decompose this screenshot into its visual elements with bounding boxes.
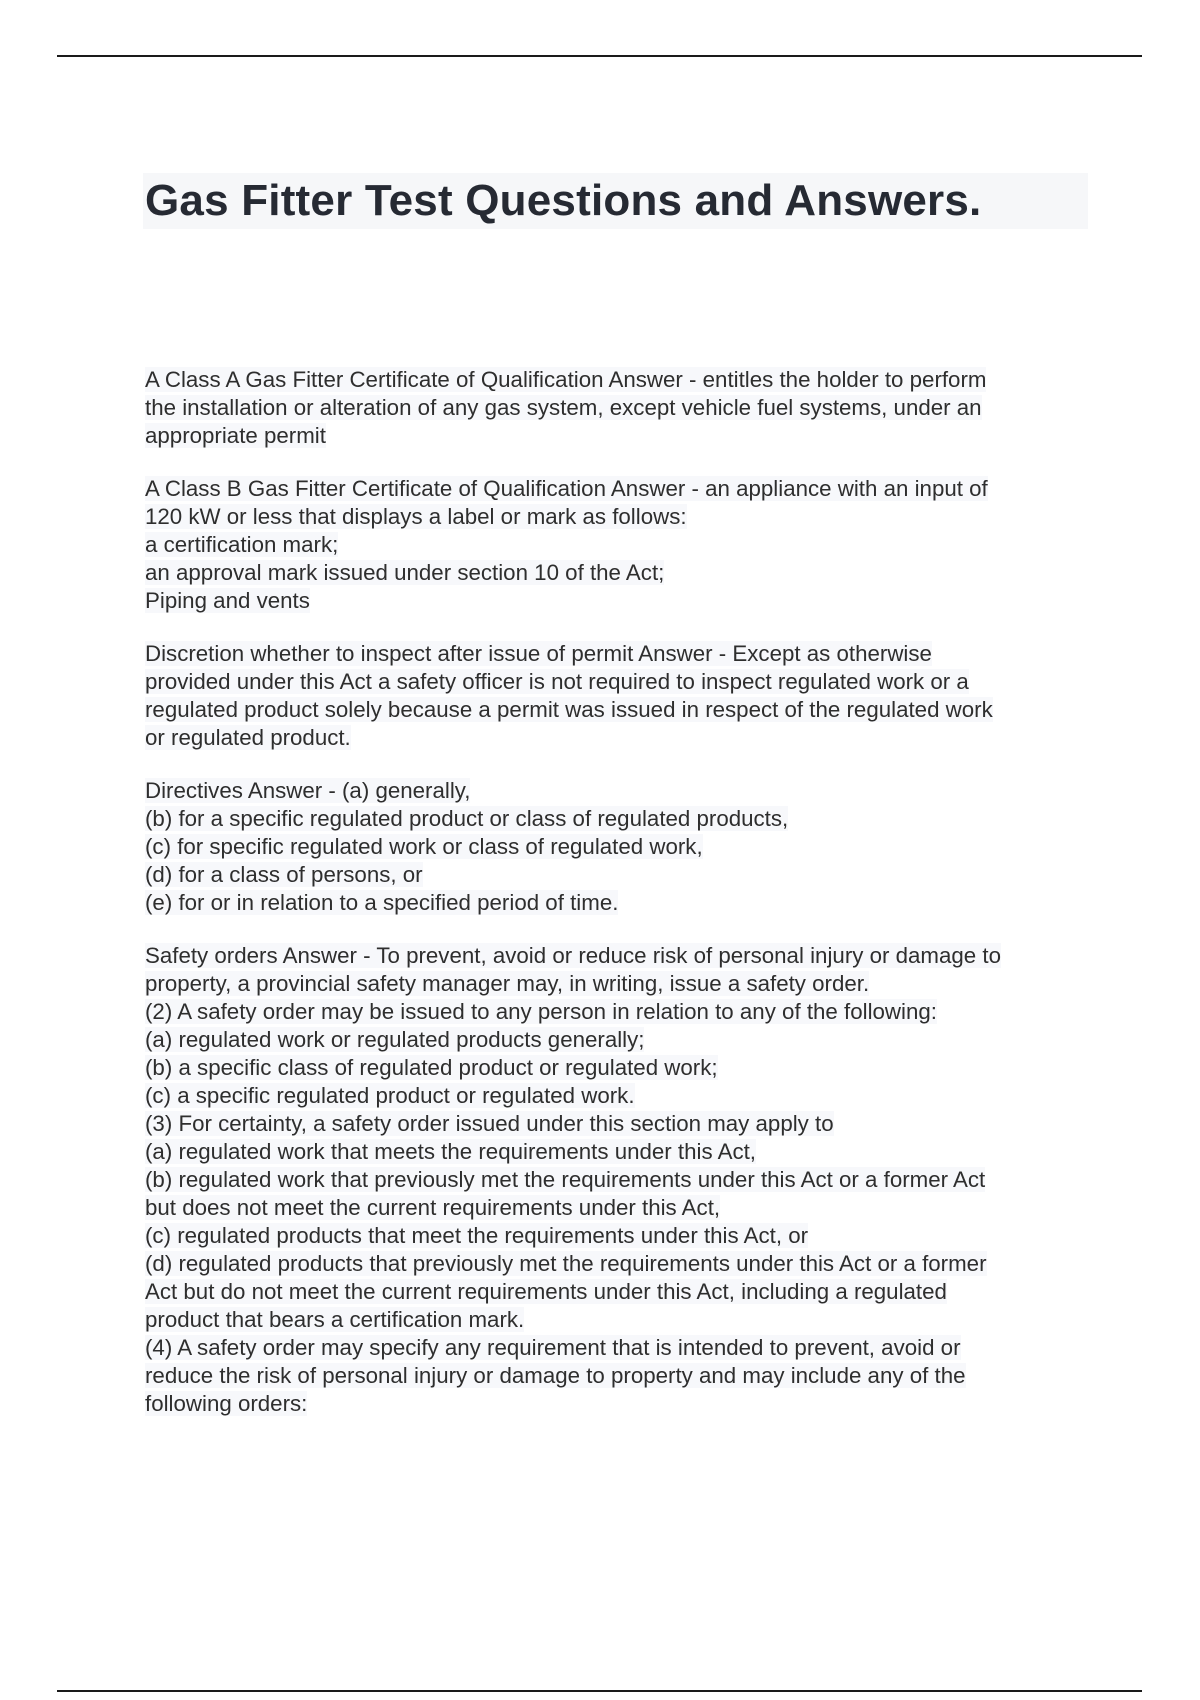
qa-line: reduce the risk of personal injury or damage to property and may include any of the [145,1363,966,1388]
qa-line: (3) For certainty, a safety order issued under this section may apply to [145,1111,834,1136]
qa-line: the installation or alteration of any gas system, except vehicle fuel systems, under an [145,395,982,420]
qa-line: (b) regulated work that previously met the requirements under this Act or a former Act [145,1167,986,1192]
qa-line: appropriate permit [145,423,326,448]
qa-line: property, a provincial safety manager may, in writing, issue a safety order. [145,971,870,996]
qa-line: (2) A safety order may be issued to any person in relation to any of the following: [145,999,937,1024]
qa-line: (b) a specific class of regulated product or regulated work; [145,1055,718,1080]
qa-line: (c) for specific regulated work or class of regulated work, [145,834,703,859]
qa-line: Discretion whether to inspect after issue of permit Answer - Except as otherwise [145,641,932,666]
qa-item-safety-orders [145,942,1095,1418]
qa-line: (4) A safety order may specify any requirement that is intended to prevent, avoid or [145,1335,961,1360]
qa-line: (c) regulated products that meet the requirements under this Act, or [145,1223,809,1248]
qa-line: (d) regulated products that previously met the requirements under this Act or a former [145,1251,987,1276]
qa-list [145,366,1095,1443]
qa-line: Directives Answer - (a) generally, [145,778,471,803]
qa-line: (a) regulated work or regulated products generally; [145,1027,645,1052]
qa-line: following orders: [145,1391,308,1416]
qa-line: (a) regulated work that meets the requirements under this Act, [145,1139,756,1164]
qa-line: (d) for a class of persons, or [145,862,423,887]
qa-line: (c) a specific regulated product or regulated work. [145,1083,635,1108]
qa-line: or regulated product. [145,725,351,750]
page-title: Gas Fitter Test Questions and Answers. [145,176,982,225]
footer-rule [57,1690,1142,1692]
qa-line: an approval mark issued under section 10 of the Act; [145,560,665,585]
qa-item-directives [145,777,1095,917]
qa-line: (b) for a specific regulated product or class of regulated products, [145,806,789,831]
qa-line: (e) for or in relation to a specified period of time. [145,890,619,915]
qa-line: but does not meet the current requirements under this Act, [145,1195,721,1220]
qa-line: provided under this Act a safety officer is not required to inspect regulated work or a [145,669,969,694]
header-rule [57,55,1142,57]
qa-line: Piping and vents [145,588,310,613]
qa-line: 120 kW or less that displays a label or mark as follows: [145,504,687,529]
qa-item-class-a [145,366,1095,450]
qa-line: A Class A Gas Fitter Certificate of Qualification Answer - entitles the holder to perform [145,367,987,392]
qa-line: a certification mark; [145,532,339,557]
qa-line: Safety orders Answer - To prevent, avoid or reduce risk of personal injury or damage to [145,943,1001,968]
qa-line: A Class B Gas Fitter Certificate of Qualification Answer - an appliance with an input of [145,476,988,501]
qa-line: Act but do not meet the current requirements under this Act, including a regulated [145,1279,947,1304]
qa-item-class-b [145,475,1095,615]
qa-line: product that bears a certification mark. [145,1307,525,1332]
qa-item-discretion [145,640,1095,752]
qa-line: regulated product solely because a permit was issued in respect of the regulated work [145,697,993,722]
